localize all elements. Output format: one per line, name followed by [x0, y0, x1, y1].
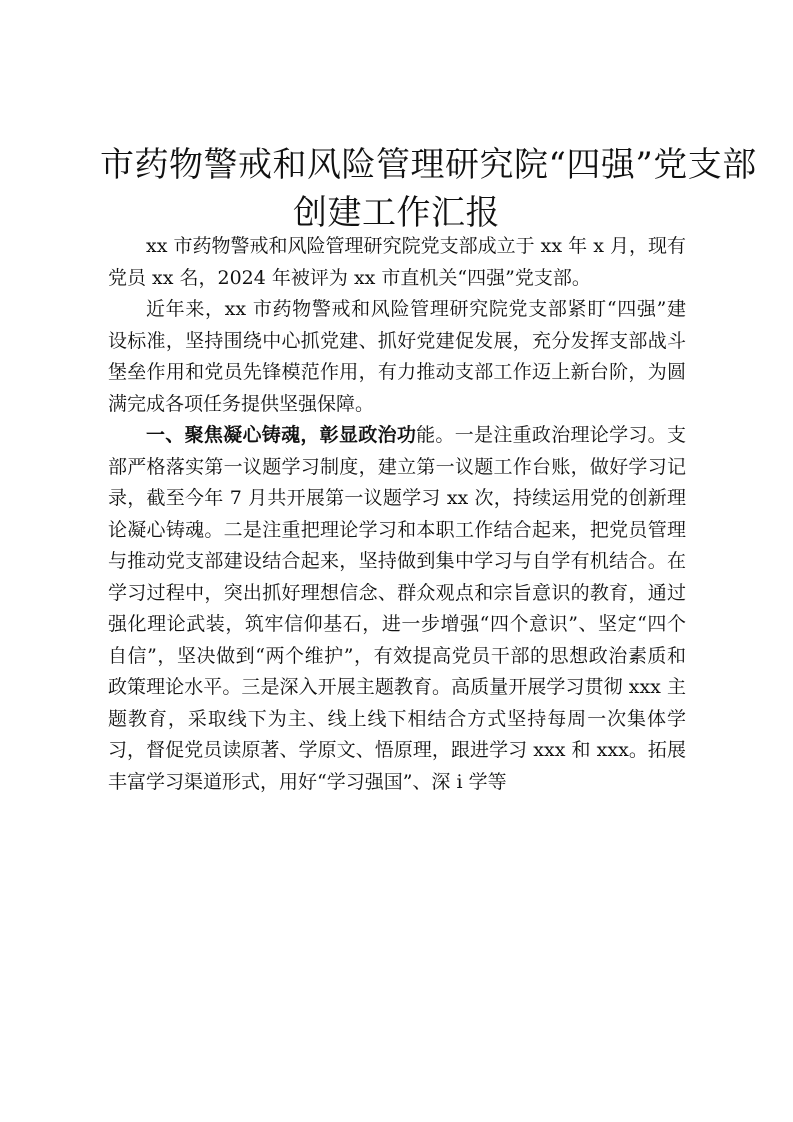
document-body: [108, 231, 686, 798]
document-title-line-2: 创建工作汇报: [293, 193, 500, 233]
document-title-line-1: 市药物警戒和风险管理研究院“四强”党支部: [100, 145, 757, 185]
paragraph-section-one: [108, 420, 686, 798]
paragraph-intro: [108, 231, 686, 294]
section-one-text: 能。一是注重政治理论学习。支部严格落实第一议题学习制度，建立第一议题工作台账，做好学习记录，截至今年 7 月共开展第一议题学习 xx 次，持续运用党的创新理论凝心铸魂。二是注重把理论学习和本职工作结合起来，把党员管理与推动党支部建设结合起来，坚持做到集中学习与自学有机结合。在学习过程中，突出抓好理想信念、群众观点和宗旨意识的教育，通过强化理论武装，筑牢信仰基石，进一步增强“四个意识”、坚定“四个自信”，坚决做到“两个维护”，有效提高党员干部的思想政治素质和政策理论水平。三是深入开展主题教育。高质量开展学习贯彻 xxx 主题教育，采取线下为主、线上线下相结合方式坚持每周一次集体学习，督促党员读原著、学原文、悟原理，跟进学习 xxx 和 xxx。拓展丰富学习渠道形式，用好“学习强国”、深 i 学等: [108, 424, 686, 793]
paragraph-intro-text: xx 市药物警戒和风险管理研究院党支部成立于 xx 年 x 月，现有党员 xx 名，2024 年被评为 xx 市直机关“四强”党支部。: [108, 235, 686, 289]
section-one-heading: 一、聚焦凝心铸魂，彰显政治功: [146, 424, 417, 446]
paragraph-overview-text: 近年来，xx 市药物警戒和风险管理研究院党支部紧盯“四强”建设标准，坚持围绕中心抓党建、抓好党建促发展，充分发挥支部战斗堡垒作用和党员先锋模范作用，有力推动支部工作迈上新台阶，为圆满完成各项任务提供坚强保障。: [108, 298, 686, 415]
paragraph-overview: [108, 294, 686, 420]
